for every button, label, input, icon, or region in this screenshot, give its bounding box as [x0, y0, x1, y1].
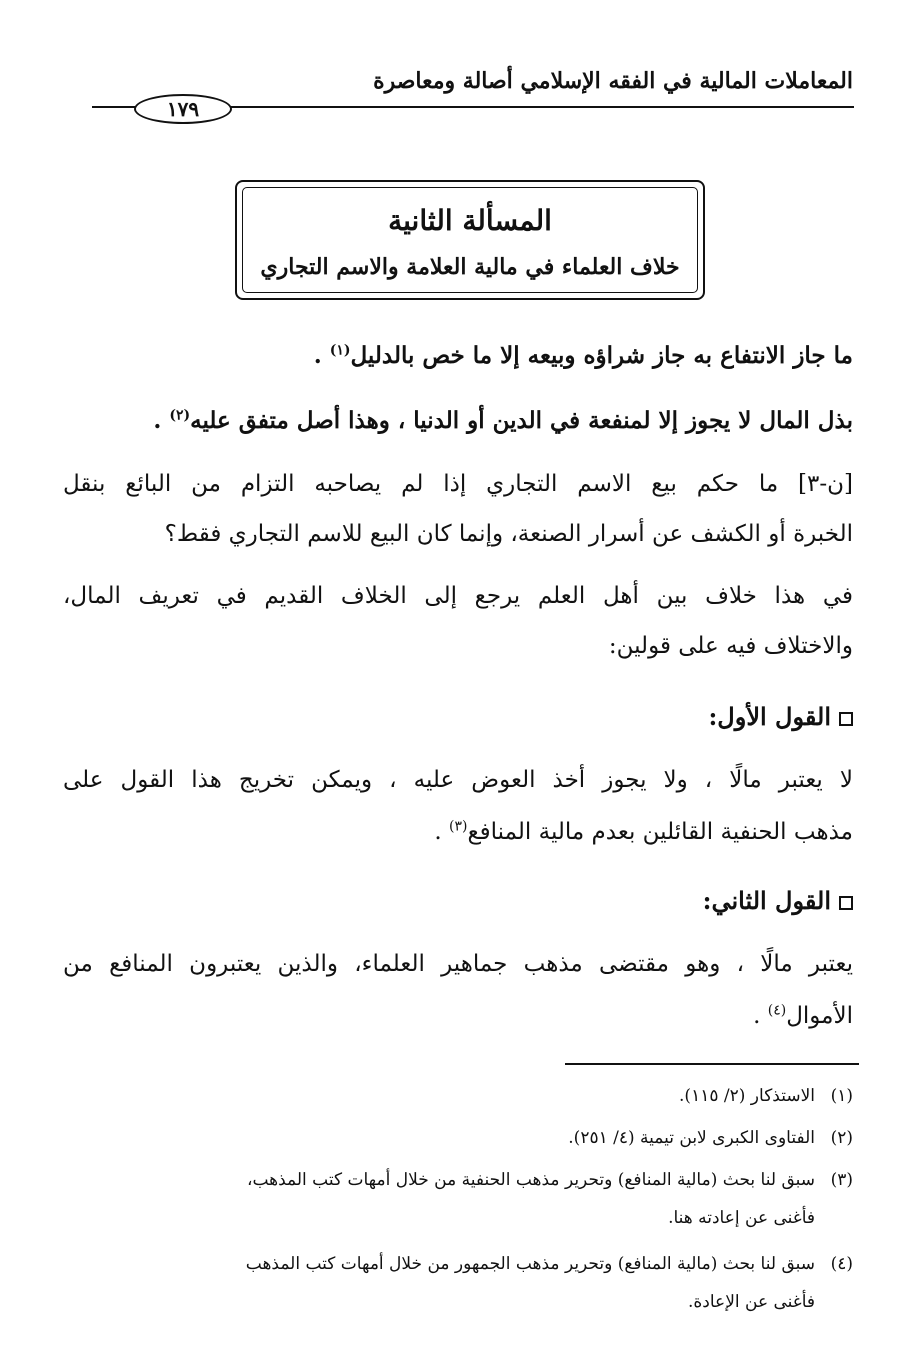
opinion-2-line-2-text: الأموال — [786, 1003, 853, 1029]
section-subtitle: خلاف العلماء في مالية العلامة والاسم التجاري — [260, 254, 680, 280]
footnote-4 — [63, 1250, 853, 1278]
footnote-ref-4: (٤) — [767, 1002, 787, 1019]
period: . — [753, 1003, 768, 1029]
question-line-1: [ن-٣] ما حكم بيع الاسم التجاري إذا لم يصاحبه التزام من البائع بنقل — [63, 471, 853, 497]
opinion-2-line-2 — [63, 1000, 853, 1032]
running-title: المعاملات المالية في الفقه الإسلامي أصالة ومعاصرة — [373, 68, 853, 94]
opinion-1-line-2-text: مذهب الحنفية القائلين بعدم مالية المنافع — [467, 819, 853, 845]
footnote-3 — [63, 1166, 853, 1194]
section-title-box — [235, 180, 705, 300]
footnote-3-text-line-1: سبق لنا بحث (مالية المنافع) وتحرير مذهب الحنفية من خلال أمهات كتب المذهب، — [246, 1170, 815, 1190]
opinion-2-line-1: يعتبر مالًا ، وهو مقتضى مذهب جماهير العلماء، والذين يعتبرون المنافع من — [63, 951, 853, 977]
footnote-ref-3: (٣) — [448, 818, 468, 835]
section-title: المسألة الثانية — [388, 204, 552, 237]
page-number: ١٧٩ — [134, 94, 232, 124]
period: . — [434, 819, 449, 845]
footnote-1 — [63, 1082, 853, 1110]
footnote-2 — [63, 1124, 853, 1152]
footnote-ref-2: (٢) — [169, 407, 191, 424]
opinion-1-line-2 — [63, 816, 853, 848]
rule-2-text: بذل المال لا يجوز إلا لمنفعة في الدين أو الدنيا ، وهذا أصل متفق عليه — [190, 407, 853, 434]
footnote-4-number: (٤) — [830, 1254, 853, 1274]
intro-line-2: والاختلاف فيه على قولين: — [608, 633, 853, 659]
question-line-2: الخبرة أو الكشف عن أسرار الصنعة، وإنما كان البيع للاسم التجاري فقط؟ — [164, 521, 853, 547]
checkbox-square-icon — [839, 896, 853, 910]
footnote-4-text-line-1: سبق لنا بحث (مالية المنافع) وتحرير مذهب الجمهور من خلال أمهات كتب المذهب — [245, 1254, 815, 1274]
opinion-1-heading — [708, 700, 853, 734]
footnote-1-text: الاستذكار (٢/ ١١٥). — [679, 1086, 815, 1106]
opinion-1-line-1: لا يعتبر مالًا ، ولا يجوز أخذ العوض عليه ، ويمكن تخريج هذا القول على — [63, 767, 853, 793]
checkbox-square-icon — [839, 712, 853, 726]
footnote-2-text: الفتاوى الكبرى لابن تيمية (٤/ ٢٥١). — [568, 1128, 815, 1148]
opinion-2-heading-text: القول الثاني: — [702, 886, 831, 915]
footnote-2-number: (٢) — [830, 1128, 853, 1148]
footnote-ref-1: (١) — [329, 342, 351, 359]
rule-1 — [63, 340, 853, 372]
intro-line-1: في هذا خلاف بين أهل العلم يرجع إلى الخلاف القديم في تعريف المال، — [63, 583, 853, 609]
rule-2 — [63, 405, 853, 437]
footnote-3-text-line-2: فأغنى عن إعادته هنا. — [668, 1208, 815, 1228]
footnote-1-number: (١) — [830, 1086, 853, 1106]
footnote-3-number: (٣) — [830, 1170, 853, 1190]
period: . — [153, 407, 170, 434]
period: . — [313, 342, 330, 369]
opinion-1-heading-text: القول الأول: — [708, 702, 831, 731]
opinion-2-heading — [703, 884, 853, 918]
footnote-rule — [565, 1063, 859, 1065]
rule-1-text: ما جاز الانتفاع به جاز شراؤه وبيعه إلا ما خص بالدليل — [350, 342, 853, 369]
footnote-4-text-line-2: فأغنى عن الإعادة. — [687, 1292, 815, 1312]
